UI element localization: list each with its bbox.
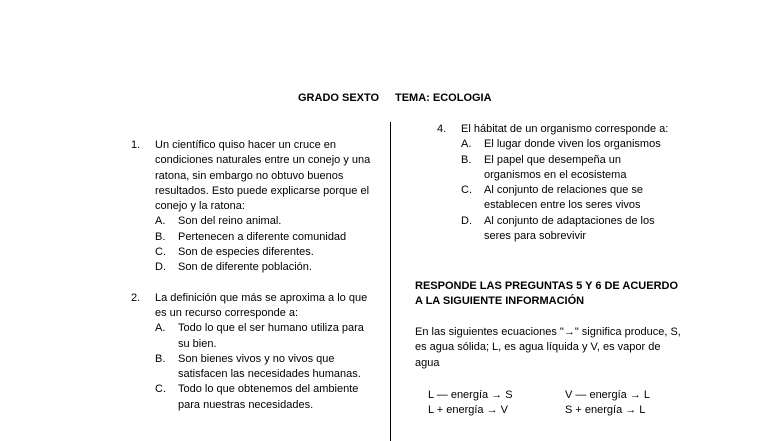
option-c: C. Son de especies diferentes. [155, 246, 314, 259]
instruction-title: RESPONDE LAS PREGUNTAS 5 Y 6 DE ACUERDO A LA SIGUIENTE INFORMACIÓN [415, 280, 679, 308]
grade-label: GRADO SEXTO [298, 92, 380, 104]
question-1 [131, 138, 371, 276]
question-2 [131, 291, 371, 413]
option-b: B. Pertenecen a diferente comunidad [155, 230, 347, 243]
options-list [155, 321, 371, 413]
equation: V — energía → L [565, 389, 650, 401]
question-text: El hábitat de un organismo corresponde a: [461, 123, 669, 135]
column-divider [390, 122, 391, 441]
option-a: A. Son del reino animal. [155, 215, 282, 228]
option-c: C. Todo lo que obtenemos del ambiente para nuestras necesidades. [155, 383, 359, 411]
question-text: La definición que más se aproxima a lo que es un recurso corresponde a: [155, 291, 368, 319]
equation: L — energía → S [428, 389, 513, 401]
info-text: En las siguientes ecuaciones "→" significa produce, S, es agua sólida; L, es agua líquida y V, es vapor de agua [415, 326, 681, 369]
question-number: 4. [437, 123, 447, 135]
option-d: D. Son de diferente población. [155, 261, 312, 274]
option-b: B. Son bienes vivos y no vivos que satisfacen las necesidades humanas. [155, 352, 361, 381]
equation: S + energía → L [565, 404, 646, 416]
question-4 [437, 122, 677, 244]
options-list [155, 214, 371, 275]
question-number: 2. [131, 291, 141, 304]
equation: L + energía → V [428, 404, 509, 416]
option-c: C. Al conjunto de relaciones que se establecen entre los seres vivos [461, 184, 643, 212]
question-text: Un científico quiso hacer un cruce en condiciones naturales entre un conejo y una ratona, sin embargo no obtuvo buenos resultados. Esto puede explicarse porque el conejo y la ratona: [155, 139, 371, 213]
left-column [131, 138, 371, 413]
option-b: B. El papel que desempeña un organismos en el ecosistema [461, 153, 627, 181]
topic-label: TEMA: ECOLOGIA [395, 92, 492, 104]
option-a: A. Todo lo que el ser humano utiliza para su bien. [155, 322, 364, 350]
right-column [437, 122, 677, 244]
question-number: 1. [131, 139, 141, 151]
option-a: A. El lugar donde viven los organismos [461, 138, 661, 151]
page-header [0, 92, 784, 108]
option-d: D. Al conjunto de adaptaciones de los seres para sobrevivir [461, 214, 655, 243]
options-list [461, 137, 677, 244]
